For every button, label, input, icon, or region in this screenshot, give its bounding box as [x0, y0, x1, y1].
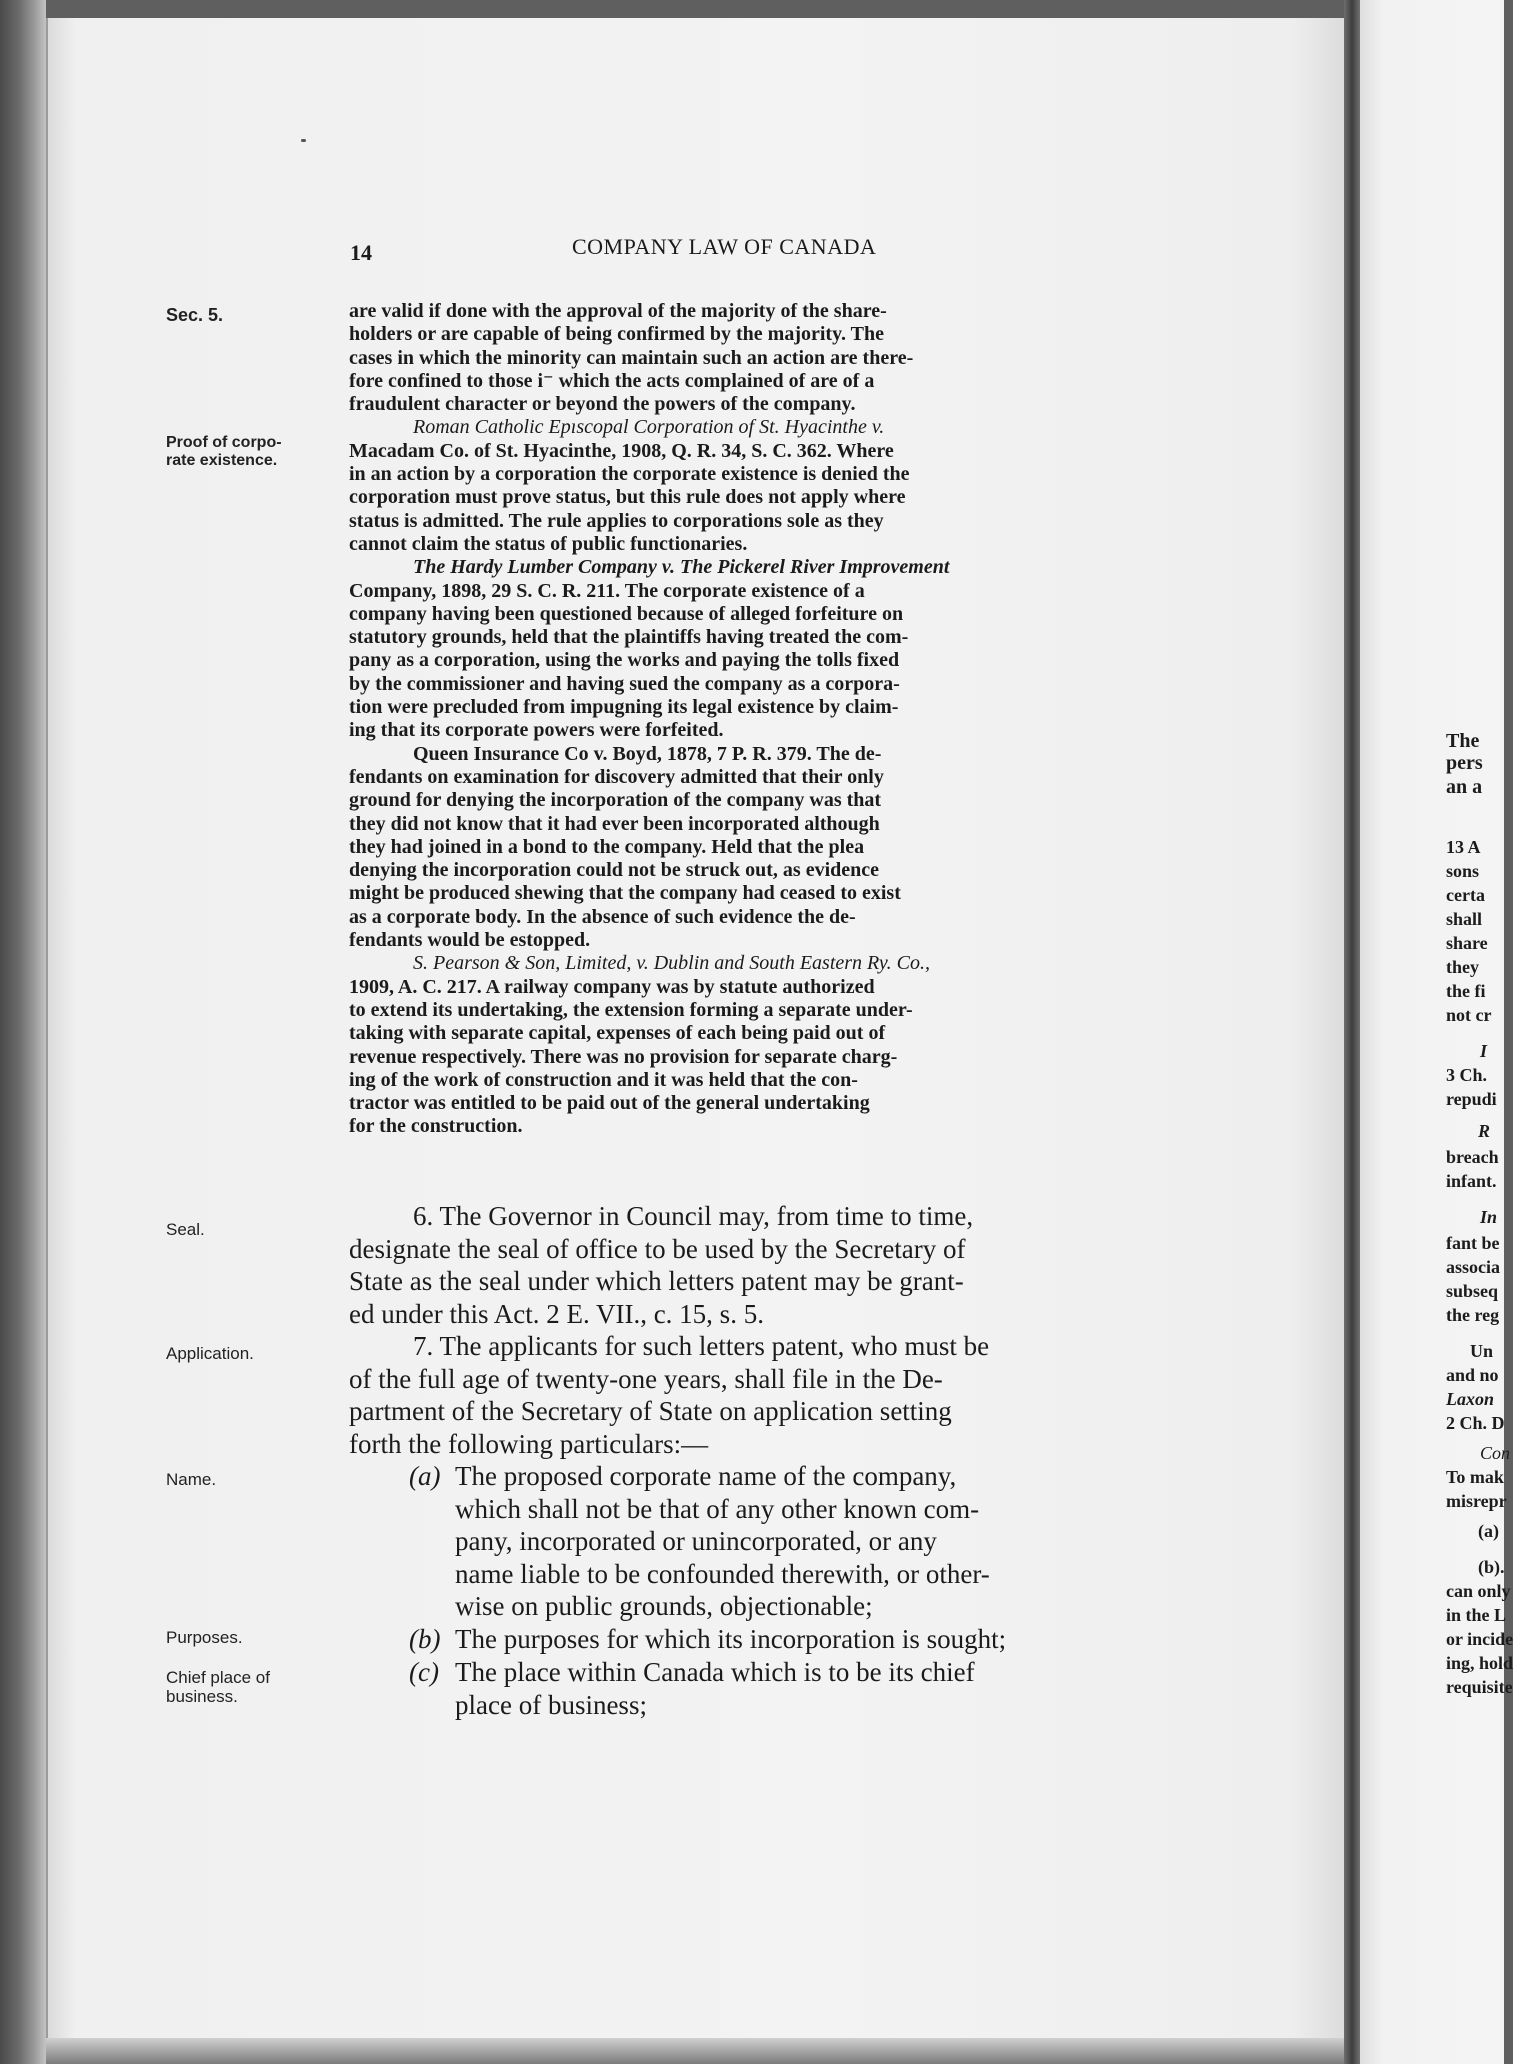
item-line: The place within Canada which is to be its chief	[455, 1657, 975, 1687]
text-line: are valid if done with the approval of the majority of the share-	[349, 300, 887, 322]
text-line: cases in which the minority can maintain such an action are there-	[349, 346, 914, 369]
case-citation: Queen Insurance Co v. Boyd, 1878, 7 P. R. 379. The de-	[413, 742, 882, 765]
section-6	[349, 1200, 1165, 1330]
text-line: cannot claim the status of public functionaries.	[349, 532, 748, 555]
right-page-fragment: The	[1446, 730, 1480, 752]
right-page-fragment: ing, hold	[1446, 1653, 1513, 1673]
case-citation: The Hardy Lumber Company v. The Pickerel River Improvement	[413, 556, 950, 579]
item-line: which shall not be that of any other known com-	[455, 1493, 980, 1524]
right-page-fragment: in the L	[1446, 1605, 1507, 1625]
text-line: fraudulent character or beyond the powers of the company.	[349, 393, 856, 416]
right-page-fragment: 13 A	[1446, 837, 1481, 857]
right-page-fragment: and no	[1446, 1365, 1499, 1385]
case-citation: S. Pearson & Son, Limited, v. Dublin and South Eastern Ry. Co.,	[413, 952, 931, 975]
right-page-fragment: In	[1480, 1207, 1498, 1227]
text-line: partment of the Secretary of State on application setting	[349, 1396, 952, 1426]
text-line: corporation must prove status, but this rule does not apply where	[349, 486, 906, 509]
item-line: The purposes for which its incorporation is sought;	[455, 1624, 1007, 1654]
right-page-fragment: pers	[1446, 752, 1483, 774]
right-page-fragment: breach	[1446, 1147, 1499, 1167]
right-page-fragment: the fi	[1446, 981, 1486, 1001]
text-line: as a corporate body. In the absence of such evidence the de-	[349, 905, 856, 928]
text-line: for the construction.	[349, 1115, 523, 1138]
text-line: ed under this Act. 2 E. VII., c. 15, s. 5.	[349, 1298, 764, 1329]
right-page-fragment: an a	[1446, 776, 1483, 798]
margin-note-proof	[166, 434, 336, 470]
right-page-fragment: share	[1446, 933, 1488, 953]
text-line: tion were precluded from impugning its legal existence by claim-	[349, 696, 899, 719]
right-page-fragment: (a)	[1478, 1521, 1499, 1541]
text-line: taking with separate capital, expenses of each being paid out of	[349, 1022, 886, 1045]
text-line: status is admitted. The rule applies to corporations sole as they	[349, 509, 884, 532]
right-page-fragment: can only	[1446, 1581, 1511, 1601]
right-page-fragment: certa	[1446, 885, 1485, 905]
right-page-fragment: 3 Ch.	[1446, 1065, 1488, 1085]
section-7	[349, 1330, 1165, 1460]
right-page-fragment: shall	[1446, 909, 1483, 929]
margin-note-purposes: Purposes.	[166, 1628, 243, 1647]
item-marker: (c)	[409, 1657, 439, 1687]
spine-shadow	[0, 0, 46, 2064]
text-line: they did not know that it had ever been incorporated although	[349, 812, 880, 835]
item-marker: (a)	[409, 1461, 441, 1491]
book-gutter	[1344, 0, 1360, 2064]
right-page-fragment: Laxon	[1446, 1389, 1495, 1409]
text-line: Company, 1898, 29 S. C. R. 211. The corporate existence of a	[349, 579, 865, 602]
right-page-fragment: associa	[1446, 1257, 1500, 1277]
right-page-fragment: To mak	[1446, 1467, 1504, 1487]
right-page-fragment: fant be	[1446, 1233, 1500, 1253]
text-line: ing that its corporate powers were forfeited.	[349, 719, 724, 742]
text-line: might be produced shewing that the company had ceased to exist	[349, 882, 901, 905]
item-c	[349, 1656, 1165, 1721]
margin-note-seal: Seal.	[166, 1220, 205, 1239]
right-page-fragment: they	[1446, 957, 1479, 977]
item-line: The proposed corporate name of the company,	[455, 1461, 957, 1491]
paper-speck	[301, 139, 306, 142]
text-line: fendants would be estopped.	[349, 929, 591, 952]
text-line: 6. The Governor in Council may, from time to time,	[413, 1201, 974, 1231]
text-line: 1909, A. C. 217. A railway company was by statute authorized	[349, 975, 875, 998]
item-line: wise on public grounds, objectionable;	[455, 1591, 873, 1621]
right-page-fragment: misrepr	[1446, 1491, 1507, 1511]
right-page	[1360, 0, 1507, 2064]
text-line: fore confined to those i⁻ which the acts complained of are of a	[349, 369, 875, 392]
text-line: holders or are capable of being confirmed by the majority. The	[349, 323, 884, 346]
text-line: in an action by a corporation the corporate existence is denied the	[349, 463, 910, 486]
text-line: of the full age of twenty-one years, shall file in the De-	[349, 1363, 943, 1394]
right-page-fragment: Un	[1470, 1341, 1494, 1361]
margin-note-chief-line: Chief place of	[166, 1668, 270, 1687]
right-page-fragment: not cr	[1446, 1005, 1492, 1025]
text-line: denying the incorporation could not be struck out, as evidence	[349, 859, 880, 882]
text-line: to extend its undertaking, the extension forming a separate under-	[349, 998, 913, 1021]
margin-note-proof-line: rate existence.	[166, 452, 278, 469]
item-line: name liable to be confounded therewith, or other-	[455, 1558, 990, 1589]
right-page-fragment: or incide	[1446, 1629, 1513, 1649]
item-line: place of business;	[455, 1689, 647, 1720]
text-line: Macadam Co. of St. Hyacinthe, 1908, Q. R. 34, S. C. 362. Where	[349, 439, 894, 462]
margin-note-proof-line: Proof of corpo-	[166, 434, 282, 451]
text-line: pany as a corporation, using the works and paying the tolls fixed	[349, 649, 900, 672]
text-line: statutory grounds, held that the plaintiffs having treated the com-	[349, 626, 909, 649]
text-line: 7. The applicants for such letters patent, who must be	[413, 1331, 990, 1361]
right-page-fragment: (b).	[1478, 1557, 1505, 1577]
case-citation: Roman Catholic Epıscopal Corporation of St. Hyacinthe v.	[413, 416, 885, 439]
right-page-fragment: subseq	[1446, 1281, 1499, 1301]
text-line: forth the following particulars:—	[349, 1428, 709, 1459]
running-head: COMPANY LAW OF CANADA	[572, 234, 877, 259]
text-line: ing of the work of construction and it was held that the con-	[349, 1068, 858, 1091]
right-page-fragment: infant.	[1446, 1171, 1497, 1191]
margin-note-section: Sec. 5.	[166, 305, 224, 325]
right-page-fragment: Con	[1480, 1443, 1511, 1463]
page-number: 14	[350, 240, 372, 265]
margin-note-chief-line: business.	[166, 1687, 238, 1706]
text-line: revenue respectively. There was no provision for separate charg-	[349, 1045, 898, 1068]
right-page-fragment: R	[1478, 1121, 1491, 1141]
text-line: by the commissioner and having sued the company as a corpora-	[349, 672, 900, 695]
margin-note-name: Name.	[166, 1470, 217, 1489]
item-a	[349, 1460, 1165, 1623]
page-bottom-edge	[46, 2038, 1344, 2064]
item-b	[349, 1623, 1165, 1656]
text-line: designate the seal of office to be used by the Secretary of	[349, 1233, 966, 1264]
right-page-fragment: sons	[1446, 861, 1480, 881]
text-line: they had joined in a bond to the company. Held that the plea	[349, 835, 865, 858]
text-line: ground for denying the incorporation of the company was that	[349, 789, 882, 812]
text-line: fendants on examination for discovery admitted that their only	[349, 765, 884, 788]
text-line: State as the seal under which letters patent may be grant-	[349, 1266, 964, 1296]
right-page-fragment: I	[1480, 1041, 1488, 1061]
margin-note-chief-place	[166, 1668, 336, 1706]
right-page-fragment: 2 Ch. D	[1446, 1413, 1505, 1433]
item-marker: (b)	[409, 1624, 441, 1654]
commentary-block	[349, 300, 1165, 1139]
right-page-fragment: the reg	[1446, 1305, 1500, 1325]
text-line: tractor was entitled to be paid out of the general undertaking	[349, 1092, 870, 1115]
text-line: company having been questioned because of alleged forfeiture on	[349, 602, 904, 625]
right-page-fragment: requisite	[1446, 1677, 1513, 1697]
right-page-fragment: repudi	[1446, 1089, 1497, 1109]
margin-note-application: Application.	[166, 1344, 254, 1363]
item-line: pany, incorporated or unincorporated, or any	[455, 1526, 937, 1556]
